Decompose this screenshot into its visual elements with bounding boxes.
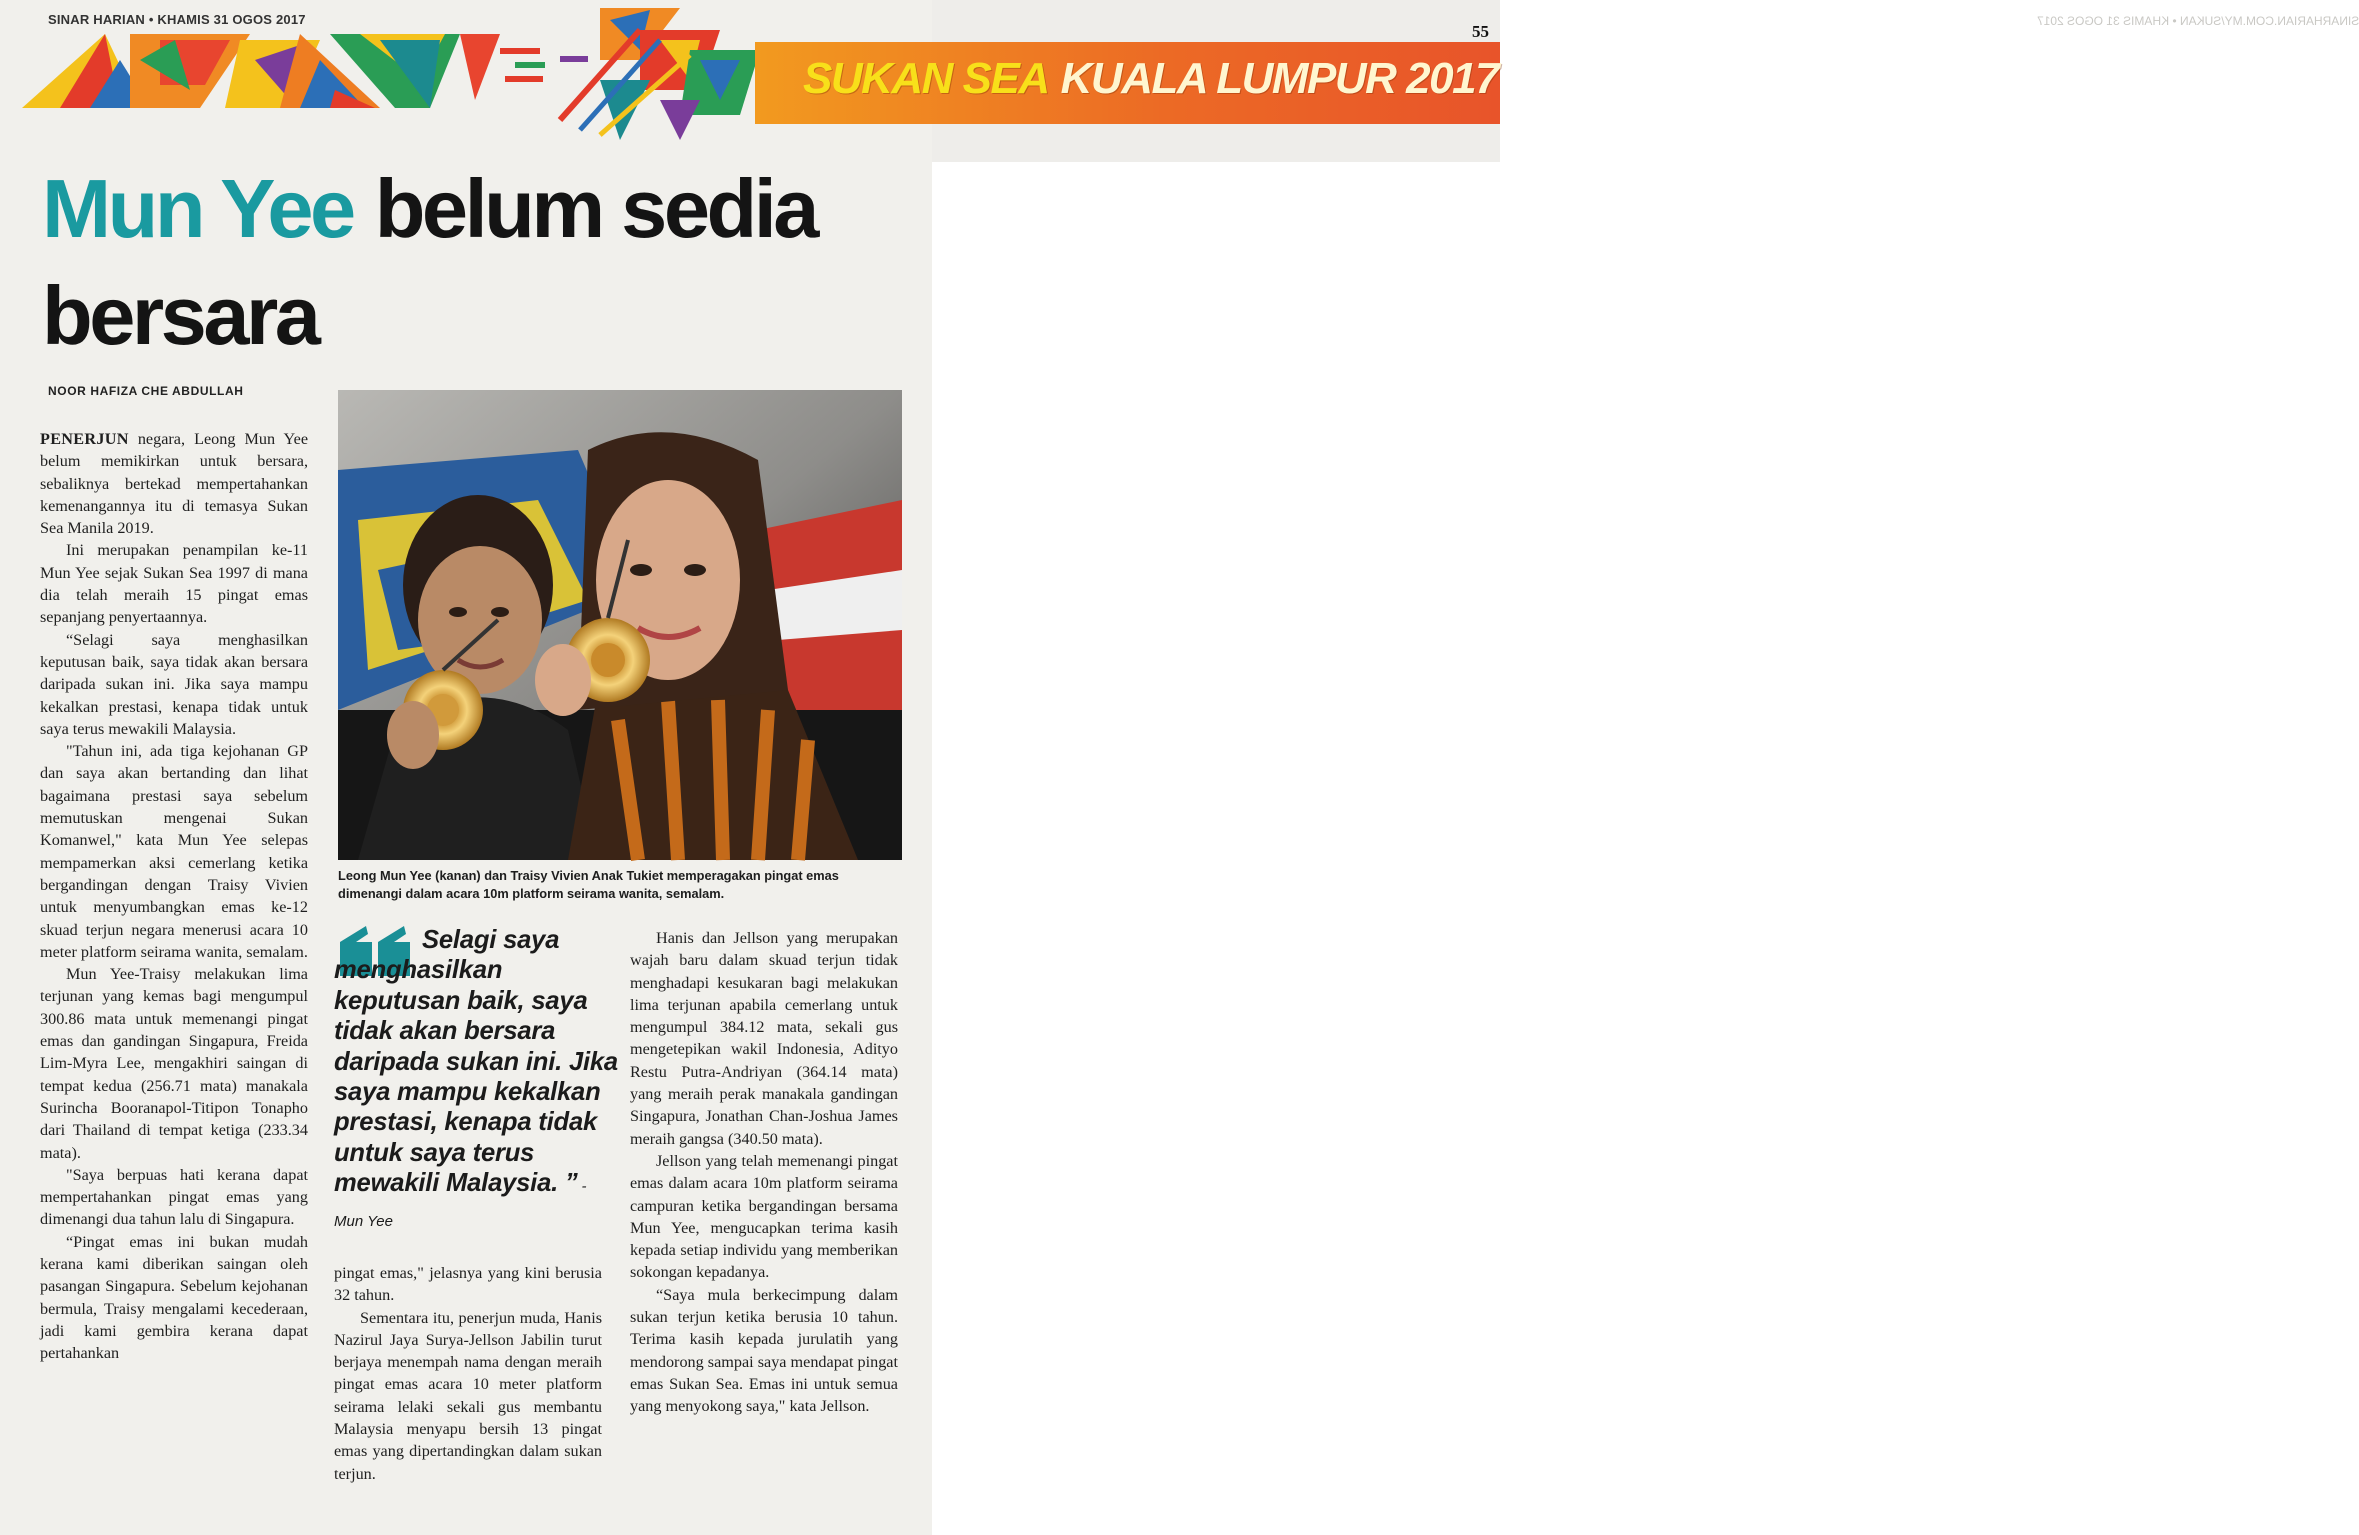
show-through-text: SINARHARIAN.COM.MY/SUKAN • KHAMIS 31 OGOS 2017: [2037, 14, 2359, 28]
paragraph-text: negara, Leong Mun Yee belum memikirkan untuk bersara, sebaliknya bertekad mempertahankan kemenangannya itu di temasya Sukan Sea Manila 2019.: [40, 430, 308, 538]
pull-quote-attribution: - Mun Yee: [334, 1178, 587, 1230]
photo-caption: Leong Mun Yee (kanan) dan Traisy Vivien Anak Tukiet memperagakan pingat emas dimenangi dalam acara 10m platform seirama wanita, semalam.: [338, 868, 839, 901]
paragraph: Mun Yee-Traisy melakukan lima terjunan yang kemas bagi mengumpul 300.86 mata untuk memenangi pingat emas dan gandingan Singapura, Freida Lim-Myra Lee, mengakhiri saingan di tempat kedua (256.71 mata) manakala Surincha Booranapol-Titipon Tonapho dari Thailand di tempat ketiga (233.34 mata).: [40, 965, 308, 1162]
article-column-3: [630, 927, 898, 1418]
paragraph: "Tahun ini, ada tiga kejohanan GP dan saya akan bertanding dan lihat bagaimana prestasi saya sebelum memutuskan mengenai Sukan Komanwel," kata Mun Yee selepas mempamerkan aksi cemerlang ketika bergandingan dengan Traisy Vivien untuk menyumbangkan emas ke-12 skuad terjun negara menerusi acara 10 meter platform seirama wanita, semalam.: [40, 742, 308, 961]
pull-quote-text: Selagi saya menghasilkan keputusan baik, saya tidak akan bersara daripada sukan ini. Jika saya mampu kekalkan prestasi, kenapa tidak untuk saya terus mewakili Malaysia. ”: [334, 926, 618, 1198]
lead-word: PENERJUN: [40, 430, 129, 448]
article-column-1: [40, 428, 308, 1364]
headline: [42, 155, 922, 369]
page-number: 55: [1472, 22, 1489, 41]
paragraph: “Pingat emas ini bukan mudah kerana kami diberikan saingan oleh pasangan Singapura. Sebelum kejohanan bermula, Traisy mengalami kecederaan, jadi kami gembira kerana dapat pertahankan: [40, 1232, 308, 1363]
paragraph: “Selagi saya menghasilkan keputusan baik, saya tidak akan bersara daripada sukan ini. Jika saya mampu kekalkan prestasi, kenapa tidak untuk saya terus mewakili Malaysia.: [40, 630, 308, 738]
headline-rest: belum sedia bersara: [42, 162, 816, 362]
dateline: SINAR HARIAN • KHAMIS 31 OGOS 2017: [48, 12, 306, 27]
paragraph: [40, 428, 308, 539]
paragraph: "Saya berpuas hati kerana dapat mempertahankan pingat emas yang dimenangi dua tahun lalu di Singapura.: [40, 1165, 308, 1229]
newspaper-clipping: [0, 0, 932, 1535]
headline-highlight: Mun Yee: [42, 162, 353, 255]
paragraph: Jellson yang telah memenangi pingat emas dalam acara 10m platform seirama campuran ketika bergandingan bersama Mun Yee, mengucapkan terima kasih kepada setiap individu yang memberikan sokongan kepadanya.: [630, 1151, 898, 1282]
byline: NOOR HAFIZA CHE ABDULLAH: [48, 384, 244, 398]
paragraph: “Saya mula berkecimpung dalam sukan terjun ketika berusia 10 tahun. Terima kasih kepada jurulatih yang mendorong sampai saya mendapat pingat emas Sukan Sea. Emas ini untuk semua yang menyokong saya," kata Jellson.: [630, 1285, 898, 1416]
paragraph: Sementara itu, penerjun muda, Hanis Nazirul Jaya Surya-Jellson Jabilin turut berjaya menempah nama dengan meraih pingat emas acara 10 meter platform seirama lelaki sekali gus membantu Malaysia menyapu bersih 13 pingat emas yang dipertandingkan dalam sukan terjun.: [334, 1308, 602, 1483]
paragraph: Ini merupakan penampilan ke-11 Mun Yee sejak Sukan Sea 1997 di mana dia telah meraih 15 pingat emas sepanjang penyertaannya.: [40, 541, 308, 627]
article-photo: [338, 390, 902, 860]
section-title-part-1: SUKAN SEA: [803, 54, 1049, 103]
section-title-part-2: KUALA LUMPUR 2017: [1060, 54, 1499, 103]
pull-quote: [334, 925, 618, 1237]
pull-quote-indent: [334, 947, 422, 948]
article-column-2: [334, 1262, 602, 1485]
paragraph: Hanis dan Jellson yang merupakan wajah baru dalam skuad terjun tidak menghadapi kesukaran bagi melakukan lima terjunan apabila cemerlang untuk mengumpul 384.12 mata, sekali gus mengetepikan wakil Indonesia, Adityo Restu Putra-Andriyan (364.14 mata) yang meraih perak manakala gandingan Singapura, Jonathan Chan-Joshua James meraih gangsa (340.50 mata).: [630, 929, 898, 1148]
section-title: [803, 54, 1498, 104]
paragraph: pingat emas," jelasnya yang kini berusia 32 tahun.: [334, 1264, 602, 1305]
